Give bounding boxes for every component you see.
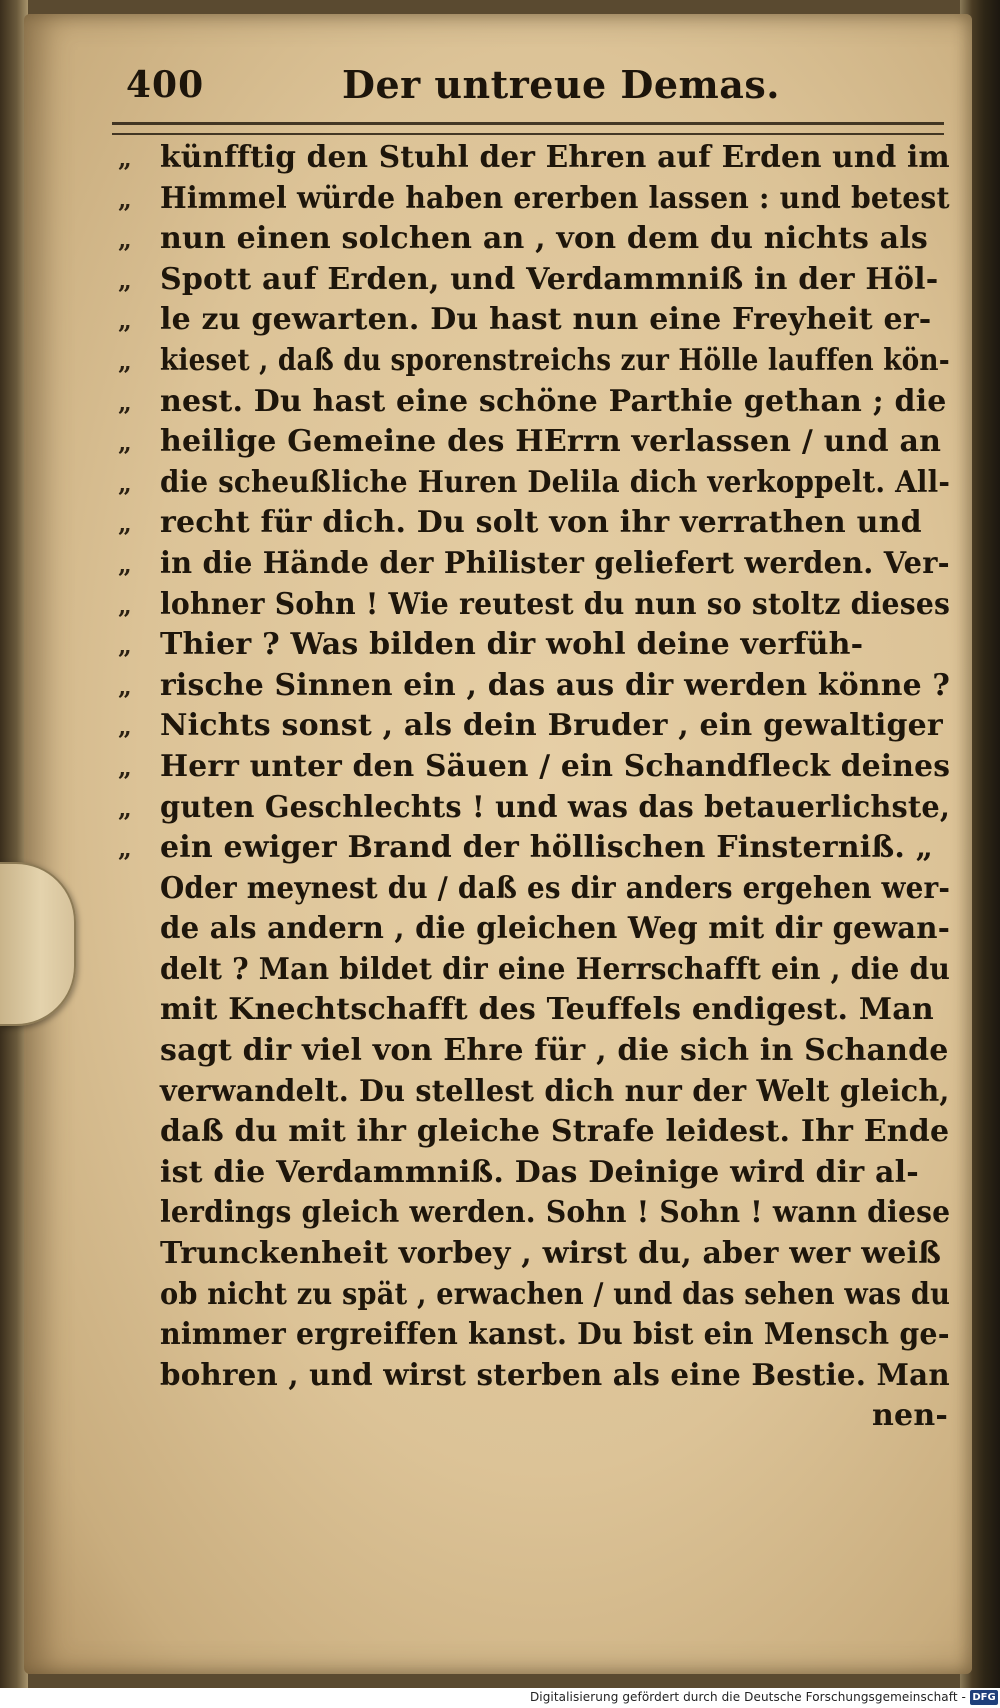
text-line	[118, 138, 954, 179]
text-line	[118, 1031, 954, 1072]
quote-mark: „	[118, 346, 133, 376]
quote-mark: „	[118, 712, 133, 742]
line-text: ist die Verdammniß. Das Deinige wird dir al-	[160, 1154, 919, 1190]
text-line	[118, 788, 954, 829]
line-text: Spott auf Erden, und Verdammniß in der Höl-	[160, 261, 939, 297]
line-text: nest. Du hast eine schöne Parthie gethan ; die	[160, 383, 947, 419]
text-line	[118, 1072, 954, 1113]
quote-mark: „	[118, 671, 133, 701]
text-line	[118, 300, 954, 341]
text-line	[118, 463, 954, 504]
line-text: künfftig den Stuhl der Ehren auf Erden und im	[160, 140, 950, 175]
line-text: Himmel würde haben ererben lassen : und betest	[160, 180, 950, 216]
quote-mark: „	[118, 144, 133, 173]
text-line	[118, 1193, 954, 1234]
page-number: 400	[126, 64, 205, 106]
text-line	[118, 422, 954, 463]
text-line	[118, 747, 954, 788]
quote-mark: „	[118, 509, 133, 539]
line-text: nun einen solchen an , von dem du nichts als	[160, 221, 928, 257]
line-text: lohner Sohn ! Wie reutest du nun so stoltz dieses	[160, 586, 951, 622]
text-line	[118, 503, 954, 544]
line-text: guten Geschlechts ! und was das betauerlichste,	[160, 789, 951, 825]
line-text: daß du mit ihr gleiche Strafe leidest. Ihr Ende	[160, 1114, 950, 1150]
quote-mark: „	[118, 834, 133, 864]
text-line	[118, 544, 954, 585]
text-line	[118, 341, 954, 382]
text-line	[118, 869, 954, 910]
text-line	[118, 909, 954, 950]
quote-mark: „	[118, 184, 133, 214]
text-line	[118, 828, 954, 869]
line-text: bohren , und wirst sterben als eine Bestie. Man	[160, 1357, 950, 1393]
quote-mark: „	[118, 590, 133, 620]
line-text: le zu gewarten. Du hast nun eine Freyheit er-	[160, 302, 932, 338]
body-text	[118, 138, 954, 1437]
line-text: kieset , daß du sporenstreichs zur Hölle lauffen kön-	[160, 342, 950, 378]
page-header	[110, 58, 940, 118]
line-text: die scheußliche Huren Delila dich verkoppelt. All-	[160, 464, 951, 500]
text-line	[118, 625, 954, 666]
text-line	[118, 706, 954, 747]
text-line	[118, 585, 954, 626]
quote-mark: „	[118, 225, 133, 255]
line-text: Thier ? Was bilden dir wohl deine verfüh-	[160, 627, 864, 663]
quote-mark: „	[118, 428, 133, 458]
text-line	[118, 382, 954, 423]
text-line	[118, 1112, 954, 1153]
text-line	[118, 1356, 954, 1397]
quote-mark: „	[118, 752, 133, 782]
quote-mark: „	[118, 631, 133, 661]
line-text: mit Knechtschafft des Teuffels endigest. Man	[160, 992, 934, 1028]
line-text: Herr unter den Säuen / ein Schandfleck deines	[160, 748, 951, 784]
line-text: Nichts sonst , als dein Bruder , ein gewaltiger	[160, 708, 943, 744]
text-line	[118, 1153, 954, 1194]
line-text: recht für dich. Du solt von ihr verrathen und	[160, 505, 922, 541]
quote-mark: „	[118, 387, 133, 417]
digitization-credit: Digitalisierung gefördert durch die Deutsche Forschungsgemeinschaft -	[529, 1690, 966, 1704]
quote-mark: „	[118, 549, 133, 579]
text-line	[118, 1234, 954, 1275]
catchword: nen-	[872, 1398, 948, 1434]
text-line	[118, 179, 954, 220]
text-line	[118, 260, 954, 301]
line-text: nimmer ergreiffen kanst. Du bist ein Mensch ge-	[160, 1317, 950, 1353]
line-text: sagt dir viel von Ehre für , die sich in Schande	[160, 1033, 949, 1069]
quote-mark: „	[118, 265, 133, 295]
text-line	[118, 950, 954, 991]
line-text: Trunckenheit vorbey , wirst du, aber wer weiß	[160, 1236, 942, 1272]
line-text: delt ? Man bildet dir eine Herrschafft ein , die du	[160, 951, 951, 987]
line-text: de als andern , die gleichen Weg mit dir gewan-	[160, 911, 951, 947]
footer-bar	[0, 1688, 1000, 1708]
line-text: rische Sinnen ein , das aus dir werden könne ?	[160, 667, 951, 703]
line-text: Oder meynest du / daß es dir anders ergehen wer-	[160, 870, 951, 906]
line-text: ob nicht zu spät , erwachen / und das sehen was du	[160, 1276, 951, 1312]
dfg-logo: DFG	[970, 1690, 998, 1705]
text-line	[118, 990, 954, 1031]
line-text: heilige Gemeine des HErrn verlassen / und an	[160, 424, 942, 460]
text-line	[118, 1275, 954, 1316]
text-line	[118, 666, 954, 707]
running-title: Der untreue Demas.	[342, 62, 781, 107]
text-line	[118, 219, 954, 260]
line-text: ein ewiger Brand der höllischen Finsterniß. „	[160, 830, 934, 866]
quote-mark: „	[118, 793, 133, 823]
line-text: in die Hände der Philister geliefert werden. Ver-	[160, 545, 950, 581]
quote-mark: „	[118, 468, 133, 498]
header-rule	[112, 122, 944, 135]
line-text: verwandelt. Du stellest dich nur der Welt gleich,	[160, 1073, 950, 1109]
line-text: lerdings gleich werden. Sohn ! Sohn ! wann diese	[160, 1195, 951, 1231]
quote-mark: „	[118, 306, 133, 336]
text-line	[118, 1315, 954, 1356]
